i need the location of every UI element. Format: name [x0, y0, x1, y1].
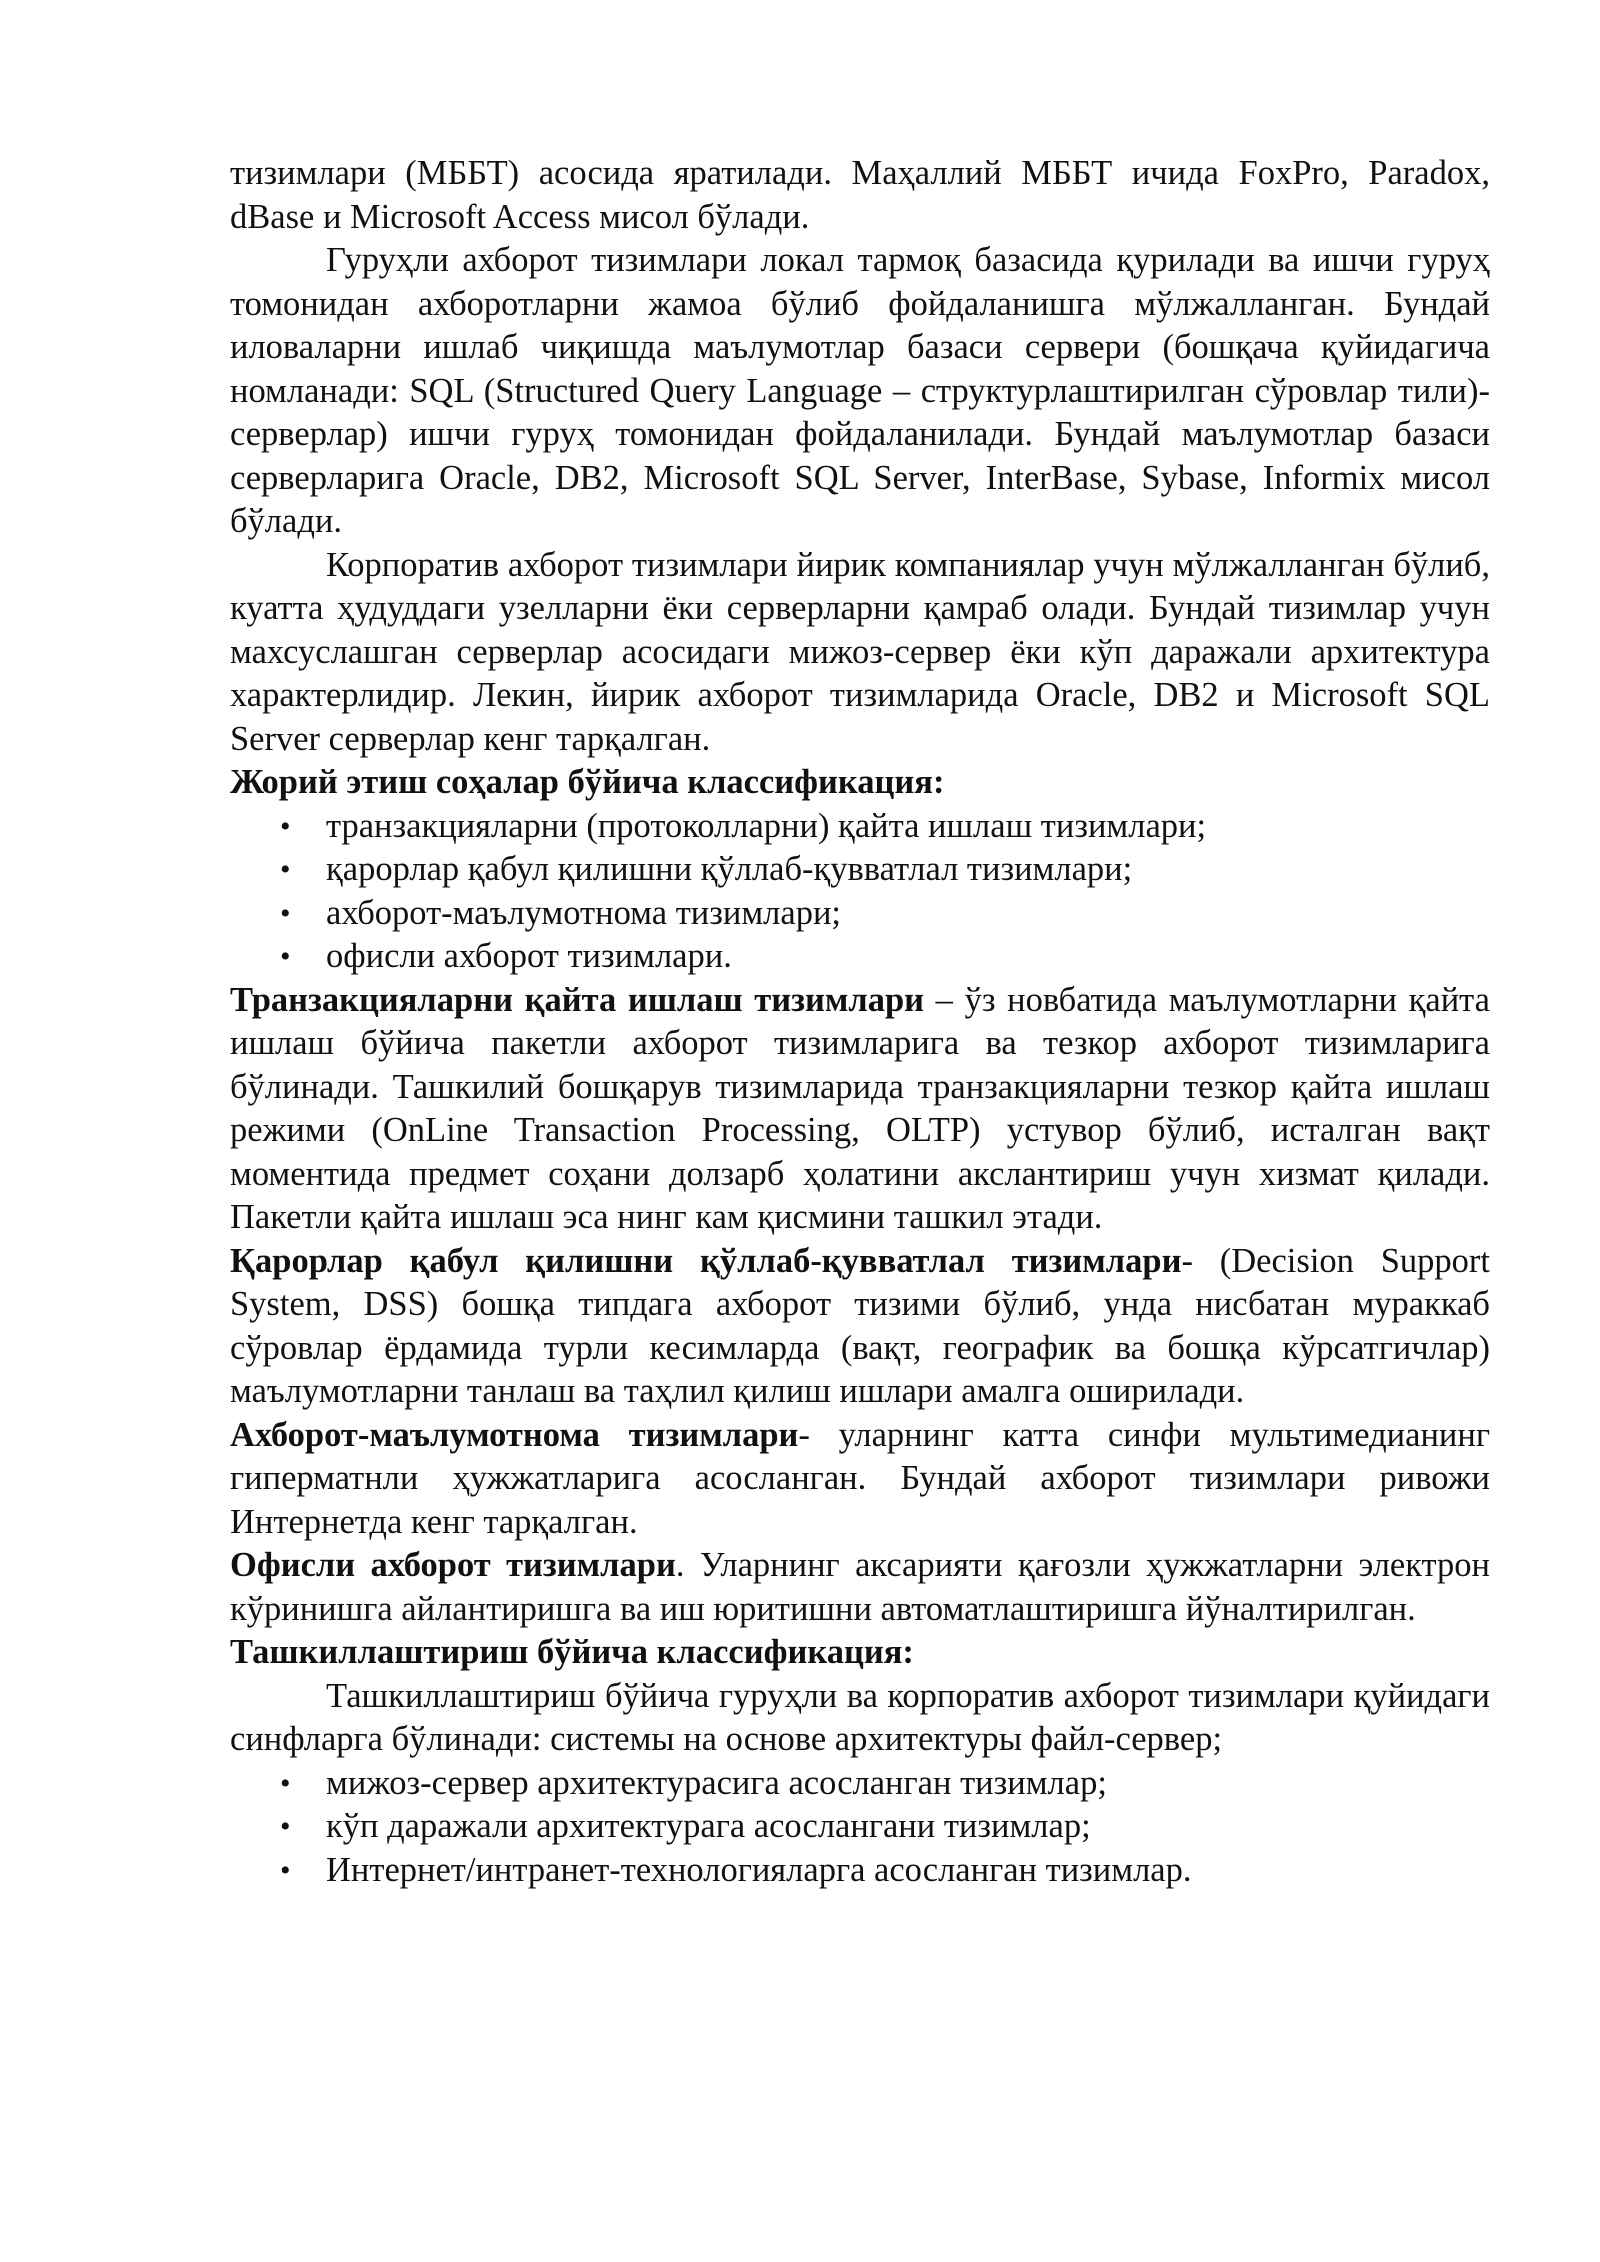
- paragraph-organization: Ташкиллаштириш бўйича гуруҳли ва корпоратив ахборот тизимлари қуйидаги синфларга бўлинади: системы на основе архитектуры файл-сервер;: [230, 1676, 1490, 1758]
- term-information-reference: Ахборот-маълумотнома тизимлари: [230, 1415, 799, 1454]
- paragraph-dbms: тизимлари (МББТ) асосида яратилади. Маҳаллий МББТ ичида FoxPro, Paradox, dBase и Microsoft Access мисол бўлади.: [230, 154, 1490, 236]
- list-item: • ахборот-маълумотнома тизимлари;: [230, 892, 1490, 936]
- paragraph-information-reference: Ахборот-маълумотнома тизимлари- уларнинг катта синфи мультимедианинг гиперматнли ҳужжатларига асосланган. Бундай ахборот тизимлари ривожи Интернетда кенг тарқалган.: [230, 1415, 1490, 1541]
- heading-application-classification: Жорий этиш соҳалар бўйича классификация:: [230, 763, 945, 801]
- term-transaction-systems: Транзакцияларни қайта ишлаш тизимлари: [230, 980, 925, 1019]
- bullet-icon: •: [280, 1810, 291, 1843]
- bullet-icon: •: [280, 853, 291, 886]
- term-office-systems: Офисли ахборот тизимлари: [230, 1546, 676, 1584]
- list-item: • транзакцияларни (протоколларни) қайта ишлаш тизимлари;: [230, 805, 1490, 849]
- application-areas-list: [230, 805, 1490, 979]
- bullet-icon: •: [280, 940, 291, 973]
- architecture-list: [230, 1762, 1490, 1893]
- bullet-icon: •: [280, 1853, 291, 1887]
- list-item: • мижоз-сервер архитектурасига асосланган тизимлар;: [230, 1762, 1490, 1806]
- bullet-icon: •: [280, 1766, 291, 1800]
- list-item: • офисли ахборот тизимлари.: [230, 935, 1490, 979]
- list-item: • қарорлар қабул қилишни қўллаб-қувватлал тизимлари;: [230, 848, 1490, 892]
- paragraph-decision-support: Қарорлар қабул қилишни қўллаб-қувватлал тизимлари- (Decision Support System, DSS) бошқа типдага ахборот тизими бўлиб, унда нисбатан мураккаб сўровлар ёрдамида турли кесимларда (вақт, географик ва бошқа кўрсатгичлар) маълумотларни танлаш ва таҳлил қилиш ишлари амалга оширилади.: [230, 1241, 1490, 1410]
- paragraph-office-systems: Офисли ахборот тизимлари. Уларнинг аксарияти қағозли ҳужжатларни электрон кўринишга айлантиришга ва иш юритишни автоматлаштиришга йўналтирилган.: [230, 1546, 1490, 1628]
- term-decision-support: Қарорлар қабул қилишни қўллаб-қувватлал тизимлари: [230, 1241, 1182, 1280]
- paragraph-corporate-systems: Корпоратив ахборот тизимлари йирик компаниялар учун мўлжалланган бўлиб, куатта ҳудуддаги узелларни ёки серверларни қамраб олади. Бундай тизимлар учун махсуслашган серверлар асосидаги мижоз-сервер ёки кўп даражали архитектура характерлидир. Лекин, йирик ахборот тизимларида Oracle, DB2 и Microsoft SQL Server серверлар кенг тарқалган.: [230, 545, 1490, 758]
- bullet-icon: •: [280, 809, 291, 843]
- list-item: • Интернет/интранет-технологияларга асосланган тизимлар.: [230, 1849, 1490, 1893]
- list-item: • кўп даражали архитектурага асослангани тизимлар;: [230, 1805, 1490, 1849]
- paragraph-transaction-systems: Транзакцияларни қайта ишлаш тизимлари – ўз новбатида маълумотларни қайта ишлаш бўйича пакетли ахборот тизимларига ва тезкор ахборот тизимларига бўлинади. Ташкилий бошқарув тизимларида транзакцияларни тезкор қайта ишлаш режими (OnLine Transaction Processing, OLTP) устувор бўлиб, исталган вақт моментида предмет соҳани долзарб ҳолатини акслантириш учун хизмат қилади. Пакетли қайта ишлаш эса нинг кам қисмини ташкил этади.: [230, 980, 1490, 1236]
- document-page: [230, 152, 1490, 1892]
- paragraph-group-systems: Гуруҳли ахборот тизимлари локал тармоқ базасида қурилади ва ишчи гуруҳ томонидан ахборотларни жамоа бўлиб фойдаланишга мўлжалланган. Бундай иловаларни ишлаб чиқишда маълумотлар базаси сервери (бошқача қуйидагича номланади: SQL (Structured Query Language – структурлаштирилган сўровлар тили)-серверлар) ишчи гуруҳ томонидан фойдаланилади. Бундай маълумотлар базаси серверларига Oracle, DB2, Microsoft SQL Server, InterBase, Sybase, Informix мисол бўлади.: [230, 241, 1490, 540]
- heading-organization-classification: Ташкиллаштириш бўйича классификация:: [230, 1633, 914, 1671]
- bullet-icon: •: [280, 896, 291, 930]
